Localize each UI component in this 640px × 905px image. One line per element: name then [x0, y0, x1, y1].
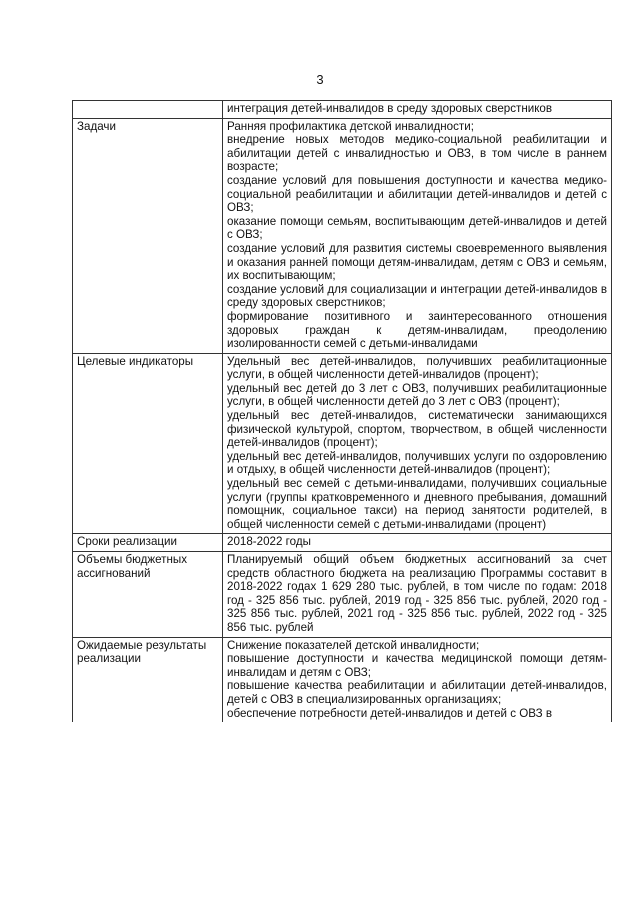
row-content: [223, 534, 612, 552]
row-label: Объемы бюджетных ассигнований: [73, 552, 223, 638]
content-line: создание условий для развития системы своевременного выявления и оказания ранней помощи детям-инвалидам, детям с ОВЗ и семьям, их воспитывающим;: [227, 241, 607, 283]
program-passport-table: [72, 100, 612, 722]
content-line: Снижение показателей детской инвалидности;: [227, 638, 480, 652]
table-row: [73, 101, 612, 119]
row-content: [223, 637, 612, 722]
content-line: удельный вес детей-инвалидов, получивших услуги по оздоровлению и отдыху, в общей численности детей-инвалидов (процент);: [227, 449, 607, 477]
page-number: 3: [316, 72, 324, 87]
row-label: Задачи: [73, 118, 223, 353]
content-line: повышение доступности и качества медицинской помощи детям-инвалидам и детям с ОВЗ;: [227, 652, 607, 679]
content-line: удельный вес детей-инвалидов, систематически занимающихся физической культурой, спортом, творчеством, в общей численности детей-инвалидов (процент);: [227, 409, 607, 450]
table-row: [73, 637, 612, 722]
content-line: внедрение новых методов медико-социальной реабилитации и абилитации детей с инвалидностью и ОВЗ, в том числе в раннем возрасте;: [227, 133, 607, 174]
table-row: [73, 552, 612, 638]
row-label: Целевые индикаторы: [73, 353, 223, 534]
content-line: Удельный вес детей-инвалидов, получивших реабилитационные услуги, в общей численности детей-инвалидов (процент);: [227, 354, 607, 382]
content-line: удельный вес детей до 3 лет с ОВЗ, получивших реабилитационные услуги, в общей численности детей до 3 лет с ОВЗ (процент);: [227, 381, 607, 409]
content-line: обеспечение потребности детей-инвалидов и детей с ОВЗ в: [227, 706, 553, 720]
content-line: Планируемый общий объем бюджетных ассигнований за счет средств областного бюджета на реализацию Программы составит в 2018-2022 годах 1 629 280 тыс. рублей, в том числе по годам: 2018 год - 325 856 тыс. рублей, 2019 год - 325 856 тыс. рублей, 2020 год - 325 856 тыс. рублей, 2021 год - 325 856 тыс. рублей, 2022 год - 325 856 тыс. рублей: [227, 553, 607, 634]
table-row: [73, 534, 612, 552]
content-line: повышение качества реабилитации и абилитации детей-инвалидов, детей с ОВЗ в специализированных организациях;: [227, 679, 607, 706]
content-line: создание условий для повышения доступности и качества медико-социальной реабилитации и абилитации детей-инвалидов и детей с ОВЗ;: [227, 173, 607, 215]
content-line: 2018-2022 годы: [227, 535, 311, 549]
row-label: Сроки реализации: [73, 534, 223, 552]
content-line: формирование позитивного и заинтересованного отношения здоровых граждан к детям-инвалидам, преодолению изолированности семей с детьми-инвалидами: [227, 309, 607, 351]
row-content: [223, 118, 612, 353]
table-row: [73, 353, 612, 534]
content-line: оказание помощи семьям, воспитывающим детей-инвалидов и детей с ОВЗ;: [227, 214, 607, 242]
content-line: интеграция детей-инвалидов в среду здоровых сверстников: [227, 102, 553, 115]
row-label: Ожидаемые результаты реализации: [73, 637, 223, 722]
content-line: Ранняя профилактика детской инвалидности;: [227, 119, 474, 133]
row-content: [223, 353, 612, 534]
row-label: [73, 101, 223, 119]
row-content: [223, 101, 612, 119]
table-body: [73, 101, 612, 723]
row-content: [223, 552, 612, 638]
content-line: создание условий для социализации и интеграции детей-инвалидов в среду здоровых сверстников;: [227, 282, 607, 310]
content-line: удельный вес семей с детьми-инвалидами, получивших социальные услуги (группы кратковременного и дневного пребывания, домашний помощник, социальное такси) на период занятости родителей, в общей численности семей с детьми-инвалидами (процент): [227, 477, 607, 531]
table-row: [73, 118, 612, 353]
